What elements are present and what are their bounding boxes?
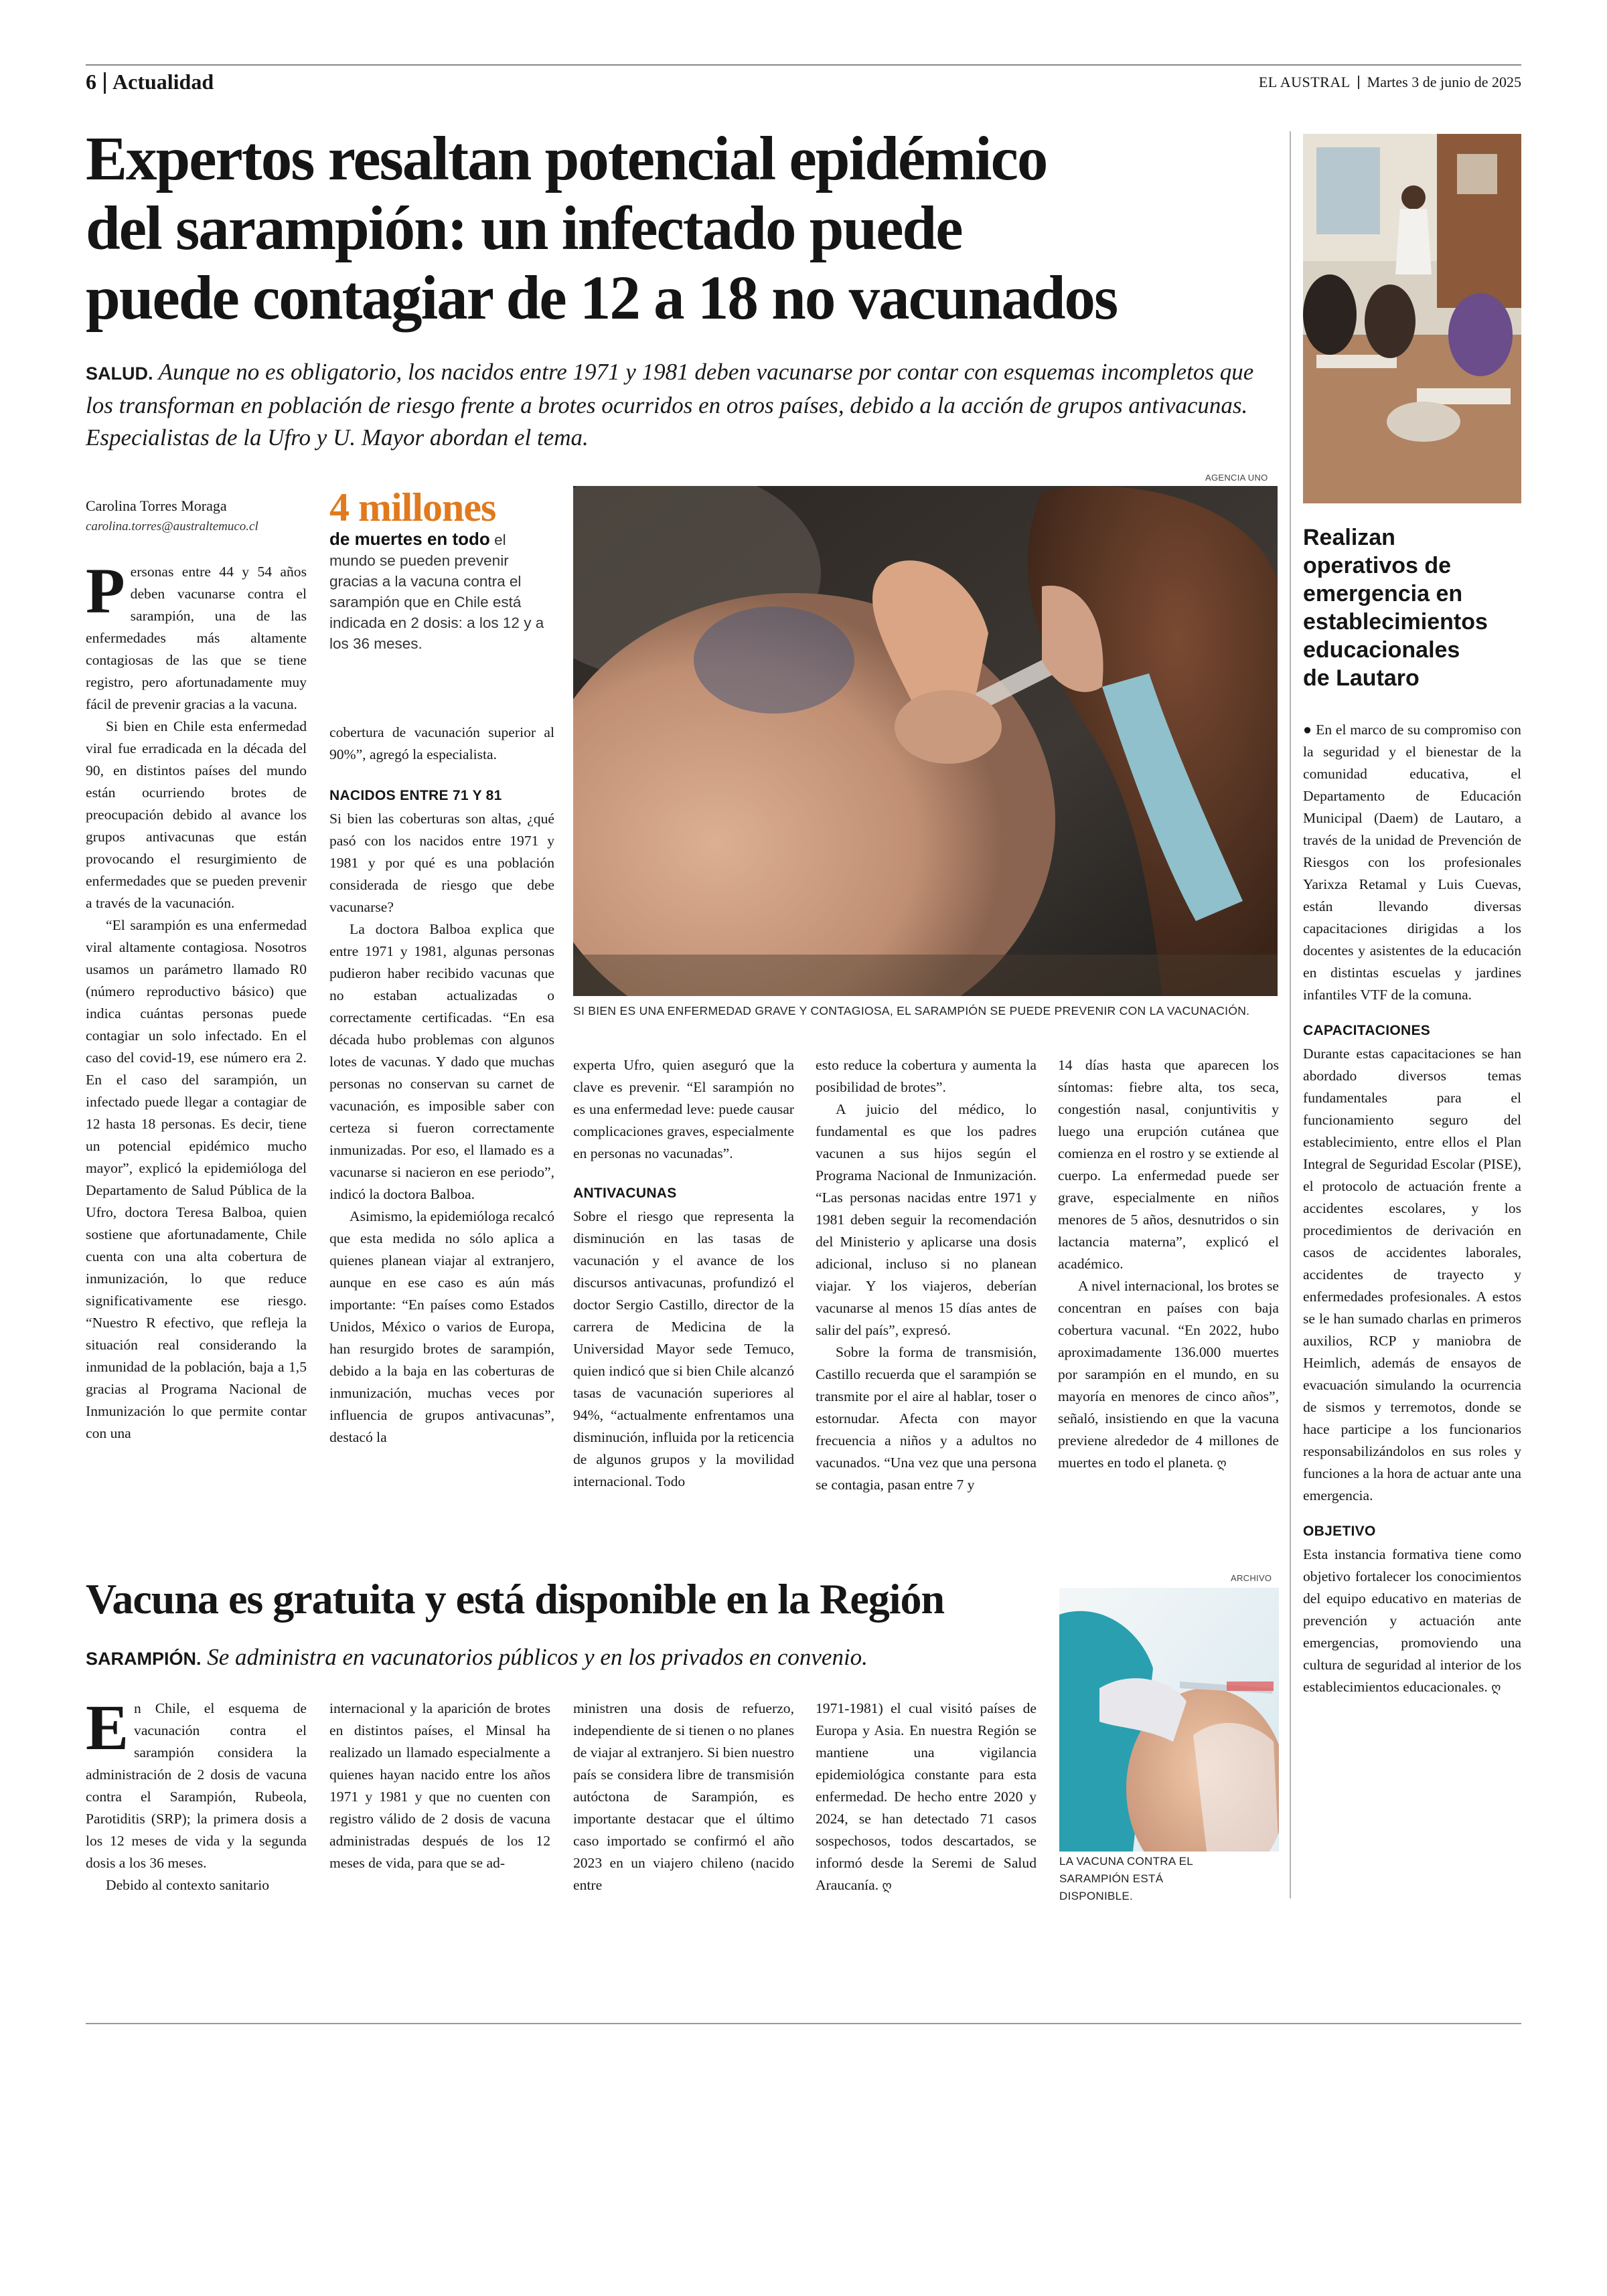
second-kicker: SARAMPIÓN. (86, 1649, 202, 1669)
main-column-2 (329, 722, 554, 1449)
sidebar-photo (1303, 134, 1521, 503)
bullet-icon: ● (1303, 722, 1316, 738)
section-name: Actualidad (112, 70, 214, 94)
subhead: ANTIVACUNAS (573, 1185, 677, 1201)
sidebar-headline-line: establecimientos (1303, 609, 1488, 635)
main-column-4 (816, 1054, 1037, 1496)
main-headline-line: puede contagiar de 12 a 18 no vacunados (86, 264, 1118, 333)
sidebar-headline-line: Realizan (1303, 525, 1395, 550)
section-divider (104, 72, 106, 94)
second-column-4 (816, 1698, 1037, 1897)
main-photo (573, 486, 1278, 996)
paragraph: “El sarampión es una enfermedad viral altamente contagiosa. Nosotros usamos un parámetro llamado R0 (número reproductivo básico) que indica cuántas personas puede contagiar un solo infectado. En el caso del covid-19, ese número era 2. En el caso del sarampión, un infectado puede llegar a contagiar de 12 hasta 18 personas. Es decir, tiene un potencial epidémico mucho mayor”, explicó la epidemióloga del Departamento de Salud Pública de la Ufro, doctora Teresa Balboa, quien sostiene que afortunadamente, Chile cuenta con una alta cobertura de inmunización, lo que reduce significativamente ese riesgo. “Nuestro R efectivo, que refleja la situación real considerando la inmunidad de la población, baja a 1,5 gracias al Programa Nacional de Inmunización lo que permite contar con una (86, 917, 307, 1441)
header-meta (1259, 74, 1521, 91)
main-deck (86, 356, 1278, 454)
drop-cap: P (86, 555, 125, 627)
paragraph: Si bien las coberturas son altas, ¿qué pasó con los nacidos entre 1971 y 1981 y por qué es una población considerada de riesgo que debe vacunarse? (329, 811, 554, 915)
paragraph-text: 1971-1981) el cual visitó países de Europa y Asia. En nuestra Región se mantiene una vigilancia epidemiológica constante para esta enfermedad. De hecho entre 2020 y 2024, se han detectado 71 casos sospechosos, todos descartados, se informó desde la Seremi de Salud Araucanía. (816, 1700, 1037, 1893)
header-rule (86, 64, 1521, 66)
vaccine-arm-photo (1059, 1588, 1279, 1852)
subhead: NACIDOS ENTRE 71 Y 81 (329, 788, 502, 803)
pull-quote-text (329, 529, 554, 654)
main-headline-line: del sarampión: un infectado puede (86, 194, 962, 263)
issue-date: Martes 3 de junio de 2025 (1367, 74, 1521, 90)
subhead: OBJETIVO (1303, 1524, 1376, 1539)
second-column-1 (86, 1692, 307, 1896)
end-mark-icon: ღ (1491, 1681, 1501, 1695)
drop-cap: E (86, 1692, 129, 1763)
main-column-3 (573, 1054, 794, 1493)
page-number: 6 (86, 70, 96, 94)
end-mark-icon: ღ (1217, 1457, 1227, 1471)
second-deck (86, 1643, 1063, 1673)
second-photo-credit: ARCHIVO (1231, 1573, 1272, 1583)
end-mark-icon: ღ (882, 1879, 892, 1893)
paragraph-text: Esta instancia formativa tiene como objetivo fortalecer los conocimientos del equipo educativo en materias de prevención y actuación ante emergencias, promoviendo una cultura de seguridad al interior de los establecimientos educacionales. (1303, 1546, 1521, 1695)
main-column-1 (86, 555, 307, 1445)
main-column-5 (1058, 1054, 1279, 1475)
bottom-rule (86, 2023, 1521, 2024)
paragraph: Sobre el riesgo que representa la disminución en las tasas de vacunación y el avance de los discursos antivacunas, profundizó el doctor Sergio Castillo, director de la carrera de Medicina de la Universidad Mayor sede Temuco, quien indicó que si bien Chile alcanzó tasas de vacunación superiores al 94%, “actualmente enfrentamos una disminución, influida por la reticencia de algunos grupos y la movilidad internacional. Todo (573, 1208, 794, 1489)
paragraph (816, 1698, 1037, 1897)
paragraph-text: ersonas entre 44 y 54 años deben vacunarse contra el sarampión, una de las enfermedades más altamente contagiosas de las que se tiene registro, pero afortunadamente muy fácil de prevenir gracias a la vacuna. (86, 564, 307, 712)
paragraph (86, 1692, 307, 1874)
paragraph: esto reduce la cobertura y aumenta la posibilidad de brotes”. (816, 1057, 1037, 1095)
sidebar-headline (1303, 523, 1521, 692)
paragraph (1058, 1275, 1279, 1475)
paragraph-text: En el marco de su compromiso con la seguridad y el bienestar de la comunidad educativa, el Departamento de Educación Municipal (Daem) de Lautaro, a través de la unidad de Prevención de Riesgos con los profesionales Yarixza Retamal y Luis Cuevas, están llevando diversas capacitaciones dirigidas a los docentes y asistentes de la educación en distintas escuelas y jardines infantiles VTF de la comuna. (1303, 722, 1521, 1003)
paragraph: Debido al contexto sanitario (106, 1877, 270, 1893)
second-photo (1059, 1588, 1279, 1852)
classroom-photo (1303, 134, 1521, 503)
paragraph: La doctora Balboa explica que entre 1971 y 1981, algunas personas pudieron haber recibido vacunas que no estaban actualizadas o correctamente certificadas. “En esa década hubo problemas con algunos lotes de vacunas. Y dado que muchas personas no conservan su carnet de vacunación, es imposible saber con certeza si fueron correctamente inmunizadas. Por eso, el llamado es a vacunarse si nacieron en ese periodo”, indicó la doctora Balboa. (329, 921, 554, 1202)
second-headline: Vacuna es gratuita y está disponible en la Región (86, 1575, 945, 1623)
paragraph-text: n Chile, el esquema de vacunación contra el sarampión considera la administración de 2 dosis de vacuna contra el Sarampión, Rubeola, Parotiditis (SRP); la primera dosis a los 12 meses de vida y la segunda dosis a los 36 meses. (86, 1700, 307, 1871)
pull-quote-figure: 4 millones (329, 485, 496, 529)
paragraph: Sobre la forma de transmisión, Castillo recuerda que el sarampión se transmite por el aire al hablar, toser o estornudar. Afecta con mayor frecuencia a niños y a adultos no vacunados. “Una vez que una persona se contagia, pasan entre 7 y (816, 1344, 1037, 1493)
subhead: CAPACITACIONES (1303, 1023, 1431, 1038)
sidebar-headline-line: operativos de (1303, 553, 1452, 578)
paragraph: ministren una dosis de refuerzo, independiente de si tienen o no planes de viajar al extranjero. Si bien nuestro país se considera libre de transmisión autóctona de Sarampión, es importante destacar que el último caso importado se confirmó el año 2023 en un viajero chileno (nacido entre (573, 1700, 794, 1893)
paragraph: experta Ufro, quien aseguró que la clave es prevenir. “El sarampión no es una enfermedad leve: puede causar complicaciones graves, especialmente en personas no vacunadas”. (573, 1057, 794, 1161)
photo-credit: AGENCIA UNO (1205, 473, 1268, 483)
second-column-2 (329, 1698, 550, 1874)
author-email: carolina.torres@australtemuco.cl (86, 519, 258, 534)
main-kicker: SALUD. (86, 363, 153, 384)
sidebar-headline-line: de Lautaro (1303, 665, 1420, 691)
paragraph: internacional y la aparición de brotes en distintos países, el Minsal ha realizado un llamado especialmente a quienes hayan nacido entre los años 1971 y 1981 y que no cuenten con registro válido de 2 dosis de vacuna administradas después de los 12 meses de vida, para que se ad- (329, 1700, 550, 1871)
pull-quote-rest: el mundo se pueden prevenir gracias a la vacuna contra el sarampión que en Chile está indicada en 2 dosis: a los 12 y a los 36 meses. (329, 531, 544, 652)
author-name: Carolina Torres Moraga (86, 497, 227, 514)
pull-quote-bold: de muertes en todo (329, 529, 490, 549)
sidebar-headline-line: emergencia en (1303, 581, 1463, 606)
main-headline (86, 125, 1291, 333)
paragraph-text: A nivel internacional, los brotes se concentran en países con baja cobertura vacunal. “En 2022, hubo aproximadamente 136.000 muertes por sarampión en el mundo, en su mayoría en menores de cinco años”, señaló, insistiendo en que la vacuna previene alrededor de 4 millones de muertes en todo el planeta. (1058, 1278, 1279, 1471)
second-photo-caption: LA VACUNA CONTRA EL SARAMPIÓN ESTÁ DISPONIBLE. (1059, 1855, 1193, 1902)
vaccination-photo (573, 486, 1278, 996)
sidebar-divider (1290, 131, 1291, 1898)
paragraph: Durante estas capacitaciones se han abordado diversos temas fundamentales para el funcionamiento seguro del establecimiento, entre ellos el Plan Integral de Seguridad Escolar (PISE), el protocolo de actuación frente a accidentes escolares, y los procedimientos de derivación en casos de accidentes laborales, accidentes de trayecto y enfermedades profesionales. A estos se le han sumado charlas en primeros auxilios, RCP y maniobra de Heimlich, además de ensayos de evacuación simulando la ocurrencia de sismos y terremotos, donde se hace participe a los funcionarios responsabilizándolos en sus roles y funciones a la hora de actuar ante una emergencia. (1303, 1046, 1521, 1503)
sidebar-body (1303, 719, 1521, 1699)
publication-name: EL AUSTRAL (1258, 74, 1351, 90)
paragraph: Si bien en Chile esta enfermedad viral fue erradicada en la década del 90, en distintos países del mundo están ocurriendo brotes de preocupación debido al avance los grupos antivacunas que están provocando el resurgimiento de enfermedades que se pueden prevenir a través de la vacunación. (86, 718, 307, 911)
paragraph: 14 días hasta que aparecen los síntomas: fiebre alta, tos seca, congestión nasal, conjuntivitis y luego una erupción cutánea que comienza en el rostro y se extiende al cuerpo. La enfermedad puede ser grave, especialmente en niños menores de 5 años, desnutridos o sin lactancia materna”, explicó el académico. (1058, 1057, 1279, 1272)
second-deck-text: Se administra en vacunatorios públicos y en los privados en convenio. (207, 1644, 868, 1670)
paragraph: A juicio del médico, lo fundamental es que los padres vacunen a sus hijos según el Programa Nacional de Inmunización. “Las personas nacidas entre 1971 y 1981 deben seguir la recomendación del Ministerio y aplicarse una dosis adicional, incluso si no planean viajar. Y los viajeros, deberían vacunarse al menos 15 días antes de salir del país”, expresó. (816, 1101, 1037, 1338)
byline (86, 495, 307, 537)
main-headline-line: Expertos resaltan potencial epidémico (86, 125, 1047, 193)
paragraph: cobertura de vacunación superior al 90%”, agregó la especialista. (329, 724, 554, 762)
paragraph (86, 555, 307, 716)
main-deck-text: Aunque no es obligatorio, los nacidos entre 1971 y 1981 deben vacunarse por contar con esquemas incompletos que los transforman en población de riesgo frente a brotes ocurridos en otros países, debido a la acción de grupos antivacunas. Especialistas de la Ufro y U. Mayor abordan el tema. (86, 359, 1254, 450)
paragraph (1303, 1544, 1521, 1699)
sidebar-headline-line: educacionales (1303, 637, 1460, 663)
paragraph (1303, 719, 1521, 1006)
paragraph: Asimismo, la epidemióloga recalcó que esta medida no sólo aplica a quienes planean viajar al extranjero, aunque en ese caso es aún más importante: “En países como Estados Unidos, México o varios de Europa, han resurgido brotes de sarampión, debido a la baja en las coberturas de inmunización, muchas veces por influencia de grupos antivacunas”, destacó la (329, 1208, 554, 1445)
main-photo-caption: SI BIEN ES UNA ENFERMEDAD GRAVE Y CONTAGIOSA, EL SARAMPIÓN SE PUEDE PREVENIR CON LA VACUNACIÓN. (573, 1004, 1250, 1017)
second-column-3 (573, 1698, 794, 1896)
pull-quote (329, 486, 554, 654)
